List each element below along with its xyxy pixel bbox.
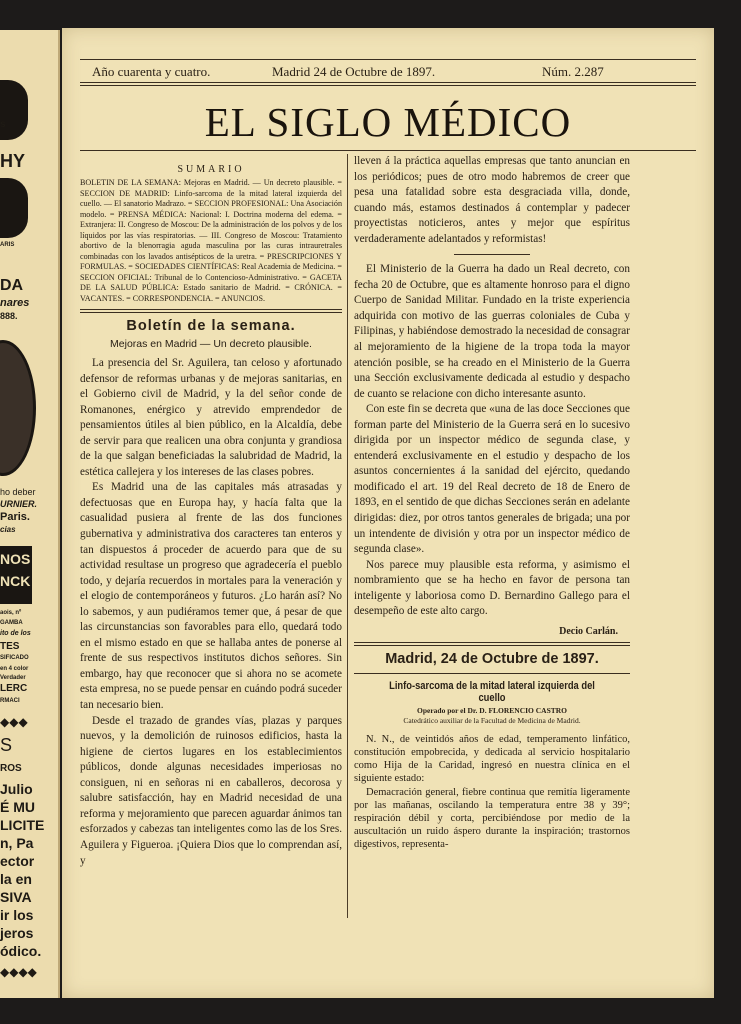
ad-fragment: ector [0,853,35,869]
ad-fragment: ódico. [0,943,42,959]
sumario-text: BOLETIN DE LA SEMANA: Mejoras en Madrid. — Un decreto plausible. = SECCION DE MADRID: Linfo-sarcoma de la mitad lateral izquierda del cuello. — El sanatorio Madrazo. = SECCION PROFESIONAL: Una Asociación modelo. = PRENSA MÉDICA: Nacional: I. Doctrina moderna del edema. = Extranjera: II. Congreso de Moscou: De la administración de los polvos y de los líquidos por las vías respiratorias. — III. Congreso de Moscou: Tratamiento abortivo de la blenorragia aguda masculina por las curas intrauretrales combinadas con los lavados antisépticos de la uretra. = PRESCRIPCIONES Y FORMULAS. = SOCIEDADES CIENTÍFICAS: Real Academia de Medicina. = SECCION OFICIAL: Tribunal de lo Contencioso-Administrativo. = GACETA DE LA SALUD PÚBLICA: Estado sanitario de Madrid. = CRÓNICA. = VACANTES. = CORRESPONDENCIA. = ANUNCIOS. [80,178,342,303]
boletin-paragraph: El Ministerio de la Guerra ha dado un Real decreto, con fecha 20 de Octubre, que es altamente honroso para el digno Cuerpo de Sanidad Militar. Fundado en la triste experiencia adquirida con motivo de las guerras coloniales de Cuba y Filipinas, y habiéndose demostrado la necesidad de consagrar al mejoramiento de la higiene de la tropa toda la mayor atención posible, se ha creado en el Ministerio de la Guerra una Sección exclusivamente dedicada al estudio y despacho de cuanto se relacione con dicho interesante asunto. [354,263,630,400]
adjacent-page-fragment [0,30,60,998]
article-paragraph: Demacración general, fiebre continua que remitía ligeramente por las mañanas, oscilando la temperatura entre 38 y 39°; respiración débil y corta, percibiéndose por medio de la auscultación un ruido áspero durante la inspiración; trastornos digestivos, representa- [354,786,630,851]
newspaper-page [62,28,714,998]
boletin-paragraph: Con este fin se decreta que «una de las doce Secciones que forman parte del Ministerio de la Guerra será en lo sucesivo dirigida por un inspector médico de segunda clase, y entenderá exclusivamente en el estudio y despacho de los asuntos concernientes á la sanidad del ejército, quedando modificado el art. 19 del Real decreto de 18 de Enero de 1893, en el sentido de que dichas Secciones serán en adelante dirigidas: diez, por otros tantos generales de brigada; una por un intendente de división y otra por un inspector médico de segunda clase». [354,403,630,556]
left-column [80,154,342,869]
ad-fragment: la en [0,871,32,887]
sumario-title: SUMARIO [177,164,245,175]
boletin-paragraph: lleven á la práctica aquellas empresas que tanto anuncian en los periódicos; pues de otro modo habremos de creer que pesa una fatalidad sobre esta desgraciada villa, donde, cuando más, estamos destinados á contemplar y padecer proyectistas noticieros, antes y mejor que espíritus verdaderamente adelantados y reformistas! [354,155,630,245]
boletin-title: Boletín de la semana. [126,318,296,334]
masthead-title: EL SIGLO MÉDICO [204,99,572,145]
ad-fragment: en 4 color [0,666,29,672]
issue-number: Núm. 2.287 [542,64,604,79]
ad-fragment: LICITE [0,817,45,833]
article-author: Operado por el Dr. D. FLORENCIO CASTRO [416,705,567,715]
article-title: Linfo-sarcoma de la mitad lateral izquierda del cuello [389,679,595,704]
ad-fragment: SIFICADO [0,655,29,661]
boletin-paragraph: Desde el trazado de grandes vías, plazas y parques nuevos, y la demolición de ruinosos edificios, hasta la higiene de ciertos lugares en los establecimientos públicos, donde algunas necesidades imperiosas no consiguen, ni en señoras ni en caballeros, decorosa y salubre satisfacción, hay en Madrid necesidad de una reforma y mejoramiento que parecen aguardar ánimos tan esforzados y cabezas tan inteligentes como las de los Sres. Aguilera y Figueroa. ¡Quiera Dios que lo comprendan así, y [80,714,342,867]
diamond-ornament-icon: ◆◆◆ [0,715,28,729]
section-rule [354,673,630,674]
header-top-rule [80,59,696,60]
ad-fragment: ir los [0,907,34,923]
ad-fragment: aois, nº [0,610,22,616]
ad-fragment: HY [0,151,26,171]
ad-fragment: ito de los [0,630,31,637]
ad-fragment: TES [0,641,20,652]
ad-fragment: jeros [0,925,34,941]
masthead-rule [80,150,696,151]
ad-fragment: NCK [0,573,31,589]
header-rule [80,82,696,83]
section-rule [80,309,342,313]
ad-fragment: cias [0,525,16,534]
ad-fragment: NOS [0,551,31,567]
author-signature: Decio Carlán. [559,625,618,637]
ad-fragment: nares [0,297,30,309]
ad-fragment: URNIER. [0,499,38,509]
ad-block [0,178,28,238]
issue-date: Madrid 24 de Octubre de 1897. [272,64,436,79]
ad-fragment: RMACI [0,698,20,704]
header-rule [80,85,696,86]
ad-fragment: ARIS [0,242,15,248]
column-divider [347,154,348,918]
seccion-madrid-title: Madrid, 24 de Octubre de 1897. [385,650,599,667]
issue-year: Año cuarenta y cuatro. [92,64,211,79]
ad-fragment: ho deber [0,487,36,497]
ad-fragment: É MU [0,799,35,815]
boletin-paragraph: Nos parece muy plausible esta reforma, y asimismo el nombramiento que se ha hecho en favor de persona tan inteligente y laboriosa como D. Bernardino Gallego para el desempeño de este alto cargo. [354,558,630,618]
ad-fragment: Paris. [0,511,30,523]
article-paragraph: N. N., de veintidós años de edad, temperamento linfático, constitución empobrecida, y dedicada al servicio hospitalario como Hija de la Caridad, ingresó en nuestra clínica en el siguiente estado: [354,733,630,785]
right-column [354,154,630,852]
diamond-ornament-icon: ◆◆◆◆ [0,965,37,979]
ad-emblem [0,340,36,476]
section-rule [354,642,630,646]
ad-fragment: S [0,735,13,755]
boletin-subtitle: Mejoras en Madrid — Un decreto plausible. [110,338,312,350]
ad-fragment: 888. [0,311,18,321]
paragraph-rule [454,254,530,255]
boletin-paragraph: La presencia del Sr. Aguilera, tan celoso y afortunado defensor de reformas urbanas y de mejoras sanitarias, en el Gobierno civil de Madrid, y la del señor conde de Romanones, enérgico y atrevido emprendedor de pensamientos útiles al bien público, en la Alcaldía, debe de servir para que realicen una obra conjunta y grandiosa de la que salgan beneficiadas la salubridad de Madrid, la estética callejera y los intereses de las clases pobres. [80,357,342,478]
ad-fragment: Verdader [0,675,26,681]
ad-fragment: n, Pa [0,835,34,851]
ad-fragment: ROS [0,763,22,774]
ad-fragment: LERC [0,683,28,694]
ad-fragment: Julio [0,781,33,797]
boletin-paragraph: Es Madrid una de las capitales más atrasadas y defectuosas que en Europa hay, y hacía falta que la casualidad pusiera al frente de las dos funciones gubernativa y administrativa dos caracteres tan enteros y tan dispuestos á proceder de acuerdo para que de su actividad resultase un progreso que agradecería el pueblo todo, y dejaría recuerdos in mortales para la veneración y el elogio de contemporáneos y futuros. ¿Lo harán así? No lo sabemos, y aun pudiéramos temer que, á pesar de que las circunstancias son favorables para ello, quedará todo en el mismo estado en que se hallaba antes de ponerse al frente de sus respectivos institutos dichos señores. Sin embargo, hay que reconocer que si ahora no se acomete esta empresa, no se puede pensar en cuándo podrá suceder tan necesario bien. [80,481,342,712]
article-affiliation: Catedrático auxiliar de la Facultad de Medicina de Madrid. [403,715,581,725]
ad-fragment: s [0,119,6,130]
ad-fragment: SIVA [0,889,32,905]
ad-fragment: GAMBA [0,620,23,626]
ad-block [0,80,28,140]
ad-fragment: DA [0,277,24,294]
